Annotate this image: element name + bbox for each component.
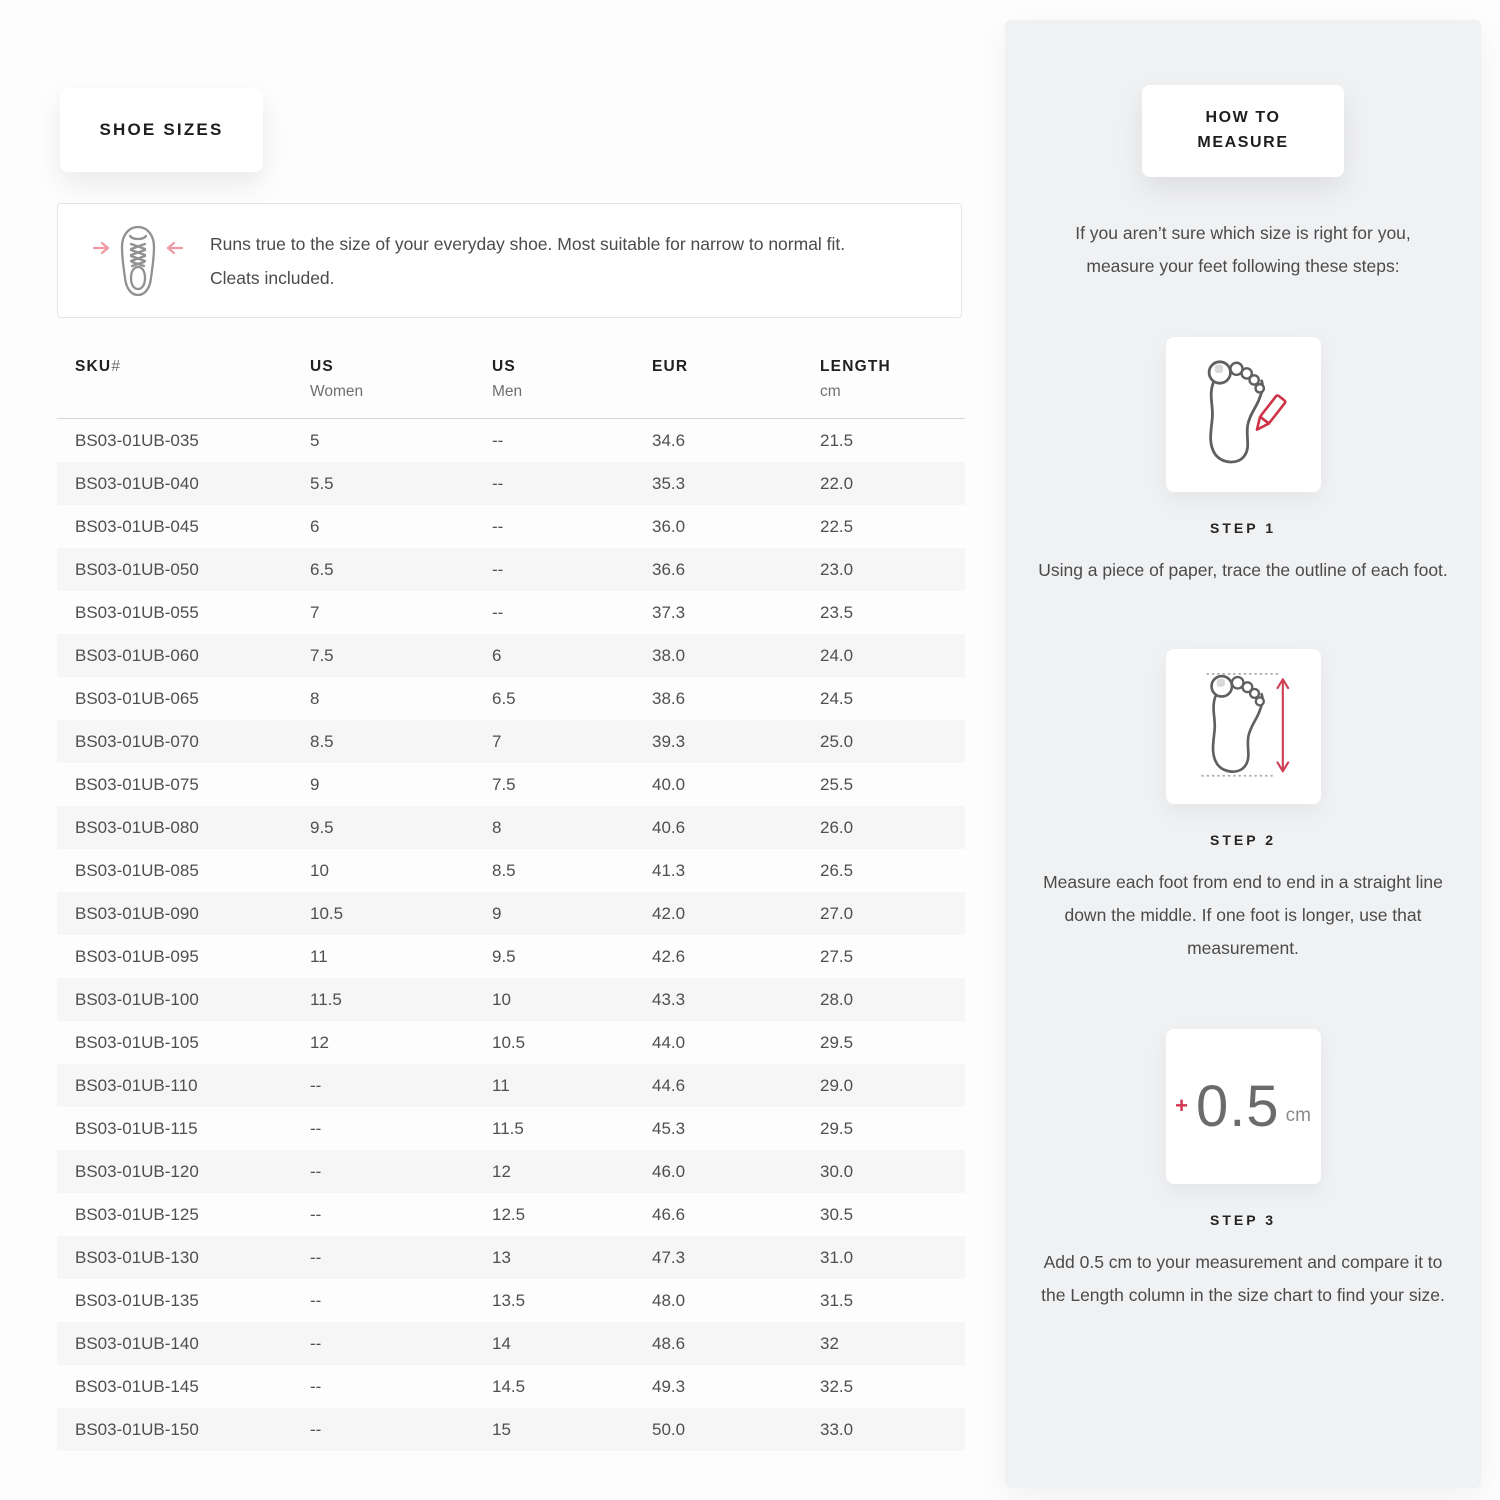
us-men-cell: 11.5 <box>492 1118 524 1138</box>
sku-cell: BS03-01UB-060 <box>75 645 199 665</box>
table-row <box>57 978 965 1021</box>
how-to-measure-intro: If you aren’t sure which size is right for you, measure your feet following these steps: <box>1075 222 1411 276</box>
us-men-cell: 13.5 <box>492 1290 526 1310</box>
sku-cell: BS03-01UB-065 <box>75 688 199 708</box>
size-table-rows <box>57 419 965 1451</box>
us-men-cell: 7.5 <box>492 774 516 794</box>
length-cell: 24.5 <box>820 688 854 708</box>
eur-cell: 50.0 <box>652 1419 686 1439</box>
table-row <box>57 548 965 591</box>
length-cell: 21.5 <box>820 430 854 450</box>
us-men-cell: 6.5 <box>492 688 516 708</box>
step1-label: STEP 1 <box>1210 519 1276 536</box>
fit-note-line2: Cleats included. <box>210 267 335 288</box>
length-cell: 31.0 <box>820 1247 854 1267</box>
us-women-cell: 8.5 <box>310 731 334 751</box>
step1-text: Using a piece of paper, trace the outline of each foot. <box>1038 559 1448 580</box>
fit-note-text <box>210 227 845 295</box>
eur-cell: 49.3 <box>652 1376 686 1396</box>
step2-text: Measure each foot from end to end in a straight line down the middle. If one foot is longer, use that measurement. <box>1043 871 1443 958</box>
table-row <box>57 462 965 505</box>
eur-cell: 41.3 <box>652 860 686 880</box>
sku-cell: BS03-01UB-080 <box>75 817 199 837</box>
length-cell: 30.5 <box>820 1204 854 1224</box>
us-women-cell: 6 <box>310 516 320 536</box>
us-men-cell: 14 <box>492 1333 511 1353</box>
us-women-cell: 10.5 <box>310 903 344 923</box>
sku-cell: BS03-01UB-125 <box>75 1204 199 1224</box>
us-women-cell: 11 <box>310 946 328 966</box>
us-women-cell: 12 <box>310 1032 329 1052</box>
sku-cell: BS03-01UB-085 <box>75 860 199 880</box>
us-men-cell: 12.5 <box>492 1204 526 1224</box>
sku-cell: BS03-01UB-070 <box>75 731 199 751</box>
table-row <box>57 1193 965 1236</box>
length-cell: 25.5 <box>820 774 854 794</box>
length-cell: 29.5 <box>820 1032 854 1052</box>
length-cell: 26.0 <box>820 817 854 837</box>
eur-cell: 40.0 <box>652 774 686 794</box>
us-men-cell: 13 <box>492 1247 511 1267</box>
us-men-cell: -- <box>492 430 504 450</box>
length-cell: 22.5 <box>820 516 854 536</box>
how-to-measure-title-card <box>1142 85 1344 177</box>
step3-card <box>1166 1029 1321 1184</box>
header-eur: EUR <box>652 358 689 375</box>
length-cell: 24.0 <box>820 645 854 665</box>
header-sku <box>57 358 310 401</box>
foot-length-measure-icon <box>1189 665 1297 787</box>
plus-icon: + <box>1175 1093 1188 1119</box>
us-women-cell: 5.5 <box>310 473 334 493</box>
us-women-cell: 10 <box>310 860 329 880</box>
fit-note-box <box>57 203 962 318</box>
table-row <box>57 505 965 548</box>
us-men-cell: 9.5 <box>492 946 516 966</box>
table-row <box>57 763 965 806</box>
table-row <box>57 1408 965 1451</box>
eur-cell: 38.6 <box>652 688 686 708</box>
sku-cell: BS03-01UB-050 <box>75 559 199 579</box>
table-row <box>57 1107 965 1150</box>
us-women-cell: 9.5 <box>310 817 334 837</box>
half-cm-value: 0.5 <box>1195 1073 1280 1139</box>
eur-cell: 45.3 <box>652 1118 686 1138</box>
step3-label: STEP 3 <box>1210 1211 1276 1228</box>
length-cell: 30.0 <box>820 1161 854 1181</box>
length-cell: 29.0 <box>820 1075 854 1095</box>
table-row <box>57 591 965 634</box>
eur-cell: 36.6 <box>652 559 686 579</box>
sku-cell: BS03-01UB-130 <box>75 1247 199 1267</box>
header-us-men: US Men <box>492 358 523 400</box>
us-women-cell: 5 <box>310 430 320 450</box>
sku-cell: BS03-01UB-110 <box>75 1075 198 1095</box>
sku-cell: BS03-01UB-095 <box>75 946 199 966</box>
us-women-cell: 9 <box>310 774 320 794</box>
table-row <box>57 892 965 935</box>
sku-cell: BS03-01UB-120 <box>75 1161 199 1181</box>
table-row <box>57 419 965 462</box>
eur-cell: 48.0 <box>652 1290 686 1310</box>
foot-trace-pencil-icon <box>1191 353 1295 475</box>
table-row <box>57 720 965 763</box>
how-to-measure-panel <box>1005 20 1481 1488</box>
us-men-cell: 10 <box>492 989 511 1009</box>
us-men-cell: 6 <box>492 645 502 665</box>
eur-cell: 37.3 <box>652 602 686 622</box>
eur-cell: 46.0 <box>652 1161 686 1181</box>
table-row <box>57 1064 965 1107</box>
us-men-cell: 11 <box>492 1075 510 1095</box>
sku-cell: BS03-01UB-035 <box>75 430 199 450</box>
length-cell: 25.0 <box>820 731 854 751</box>
us-men-cell: -- <box>492 559 504 579</box>
length-cell: 31.5 <box>820 1290 854 1310</box>
eur-cell: 46.6 <box>652 1204 686 1224</box>
table-row <box>57 1365 965 1408</box>
sku-cell: BS03-01UB-075 <box>75 774 199 794</box>
us-men-cell: 7 <box>492 731 502 751</box>
eur-cell: 35.3 <box>652 473 686 493</box>
how-to-measure-title: HOW TO MEASURE <box>1197 109 1289 151</box>
table-row <box>57 806 965 849</box>
us-men-cell: 14.5 <box>492 1376 526 1396</box>
sku-cell: BS03-01UB-100 <box>75 989 199 1009</box>
us-men-cell: -- <box>492 516 504 536</box>
sku-cell: BS03-01UB-145 <box>75 1376 199 1396</box>
us-women-cell: -- <box>310 1118 322 1138</box>
sku-cell: BS03-01UB-045 <box>75 516 199 536</box>
us-men-cell: -- <box>492 602 504 622</box>
us-women-cell: 11.5 <box>310 989 342 1009</box>
us-men-cell: -- <box>492 473 504 493</box>
length-cell: 22.0 <box>820 473 854 493</box>
shoe-sizes-title-card <box>60 88 263 172</box>
length-cell: 28.0 <box>820 989 854 1009</box>
us-women-cell: -- <box>310 1419 322 1439</box>
us-women-cell: -- <box>310 1161 322 1181</box>
us-men-cell: 12 <box>492 1161 511 1181</box>
length-cell: 32.5 <box>820 1376 854 1396</box>
step1-card <box>1166 337 1321 492</box>
eur-cell: 47.3 <box>652 1247 686 1267</box>
us-women-cell: 8 <box>310 688 320 708</box>
table-row <box>57 677 965 720</box>
table-row <box>57 1236 965 1279</box>
us-men-cell: 8.5 <box>492 860 516 880</box>
length-cell: 26.5 <box>820 860 854 880</box>
eur-cell: 44.6 <box>652 1075 686 1095</box>
table-row <box>57 634 965 677</box>
eur-cell: 48.6 <box>652 1333 686 1353</box>
length-cell: 27.5 <box>820 946 854 966</box>
table-row <box>57 1279 965 1322</box>
header-sku-label: SKU <box>75 358 112 375</box>
table-row <box>57 1322 965 1365</box>
eur-cell: 42.6 <box>652 946 686 966</box>
us-women-cell: 6.5 <box>310 559 334 579</box>
us-men-cell: 10.5 <box>492 1032 526 1052</box>
us-women-cell: -- <box>310 1333 322 1353</box>
step2-card <box>1166 649 1321 804</box>
length-cell: 29.5 <box>820 1118 854 1138</box>
size-table <box>57 345 965 1451</box>
sku-cell: BS03-01UB-055 <box>75 602 199 622</box>
us-women-cell: -- <box>310 1204 322 1224</box>
eur-cell: 34.6 <box>652 430 686 450</box>
us-men-cell: 15 <box>492 1419 511 1439</box>
size-table-header <box>57 345 965 419</box>
eur-cell: 36.0 <box>652 516 686 536</box>
length-cell: 27.0 <box>820 903 854 923</box>
step3-text: Add 0.5 cm to your measurement and compare it to the Length column in the size chart to find your size. <box>1041 1251 1445 1305</box>
length-cell: 23.0 <box>820 559 854 579</box>
header-sku-hash: # <box>111 358 120 375</box>
header-us-women: US Women <box>310 358 364 400</box>
table-row <box>57 935 965 978</box>
us-women-cell: 7.5 <box>310 645 334 665</box>
us-men-cell: 8 <box>492 817 502 837</box>
half-cm-unit: cm <box>1285 1104 1311 1126</box>
us-men-cell: 9 <box>492 903 502 923</box>
shoe-width-fit-icon <box>88 222 188 300</box>
eur-cell: 42.0 <box>652 903 686 923</box>
shoe-sizes-title: SHOE SIZES <box>99 120 224 139</box>
sku-cell: BS03-01UB-115 <box>75 1118 198 1138</box>
eur-cell: 44.0 <box>652 1032 686 1052</box>
fit-note-line1: Runs true to the size of your everyday shoe. Most suitable for narrow to normal fit. <box>210 233 846 254</box>
sku-cell: BS03-01UB-040 <box>75 473 199 493</box>
us-women-cell: -- <box>310 1290 322 1310</box>
length-cell: 32 <box>820 1333 839 1353</box>
us-women-cell: -- <box>310 1376 322 1396</box>
us-women-cell: 7 <box>310 602 320 622</box>
eur-cell: 39.3 <box>652 731 686 751</box>
sku-cell: BS03-01UB-090 <box>75 903 199 923</box>
length-cell: 33.0 <box>820 1419 854 1439</box>
plus-half-cm-icon <box>1175 1073 1311 1140</box>
sku-cell: BS03-01UB-105 <box>75 1032 199 1052</box>
sku-cell: BS03-01UB-135 <box>75 1290 199 1310</box>
table-row <box>57 849 965 892</box>
table-row <box>57 1150 965 1193</box>
header-length: LENGTH cm <box>820 358 891 400</box>
table-row <box>57 1021 965 1064</box>
step2-label: STEP 2 <box>1210 831 1276 848</box>
eur-cell: 38.0 <box>652 645 686 665</box>
eur-cell: 40.6 <box>652 817 686 837</box>
sku-cell: BS03-01UB-150 <box>75 1419 199 1439</box>
us-women-cell: -- <box>310 1075 322 1095</box>
sku-cell: BS03-01UB-140 <box>75 1333 199 1353</box>
us-women-cell: -- <box>310 1247 322 1267</box>
length-cell: 23.5 <box>820 602 854 622</box>
eur-cell: 43.3 <box>652 989 686 1009</box>
